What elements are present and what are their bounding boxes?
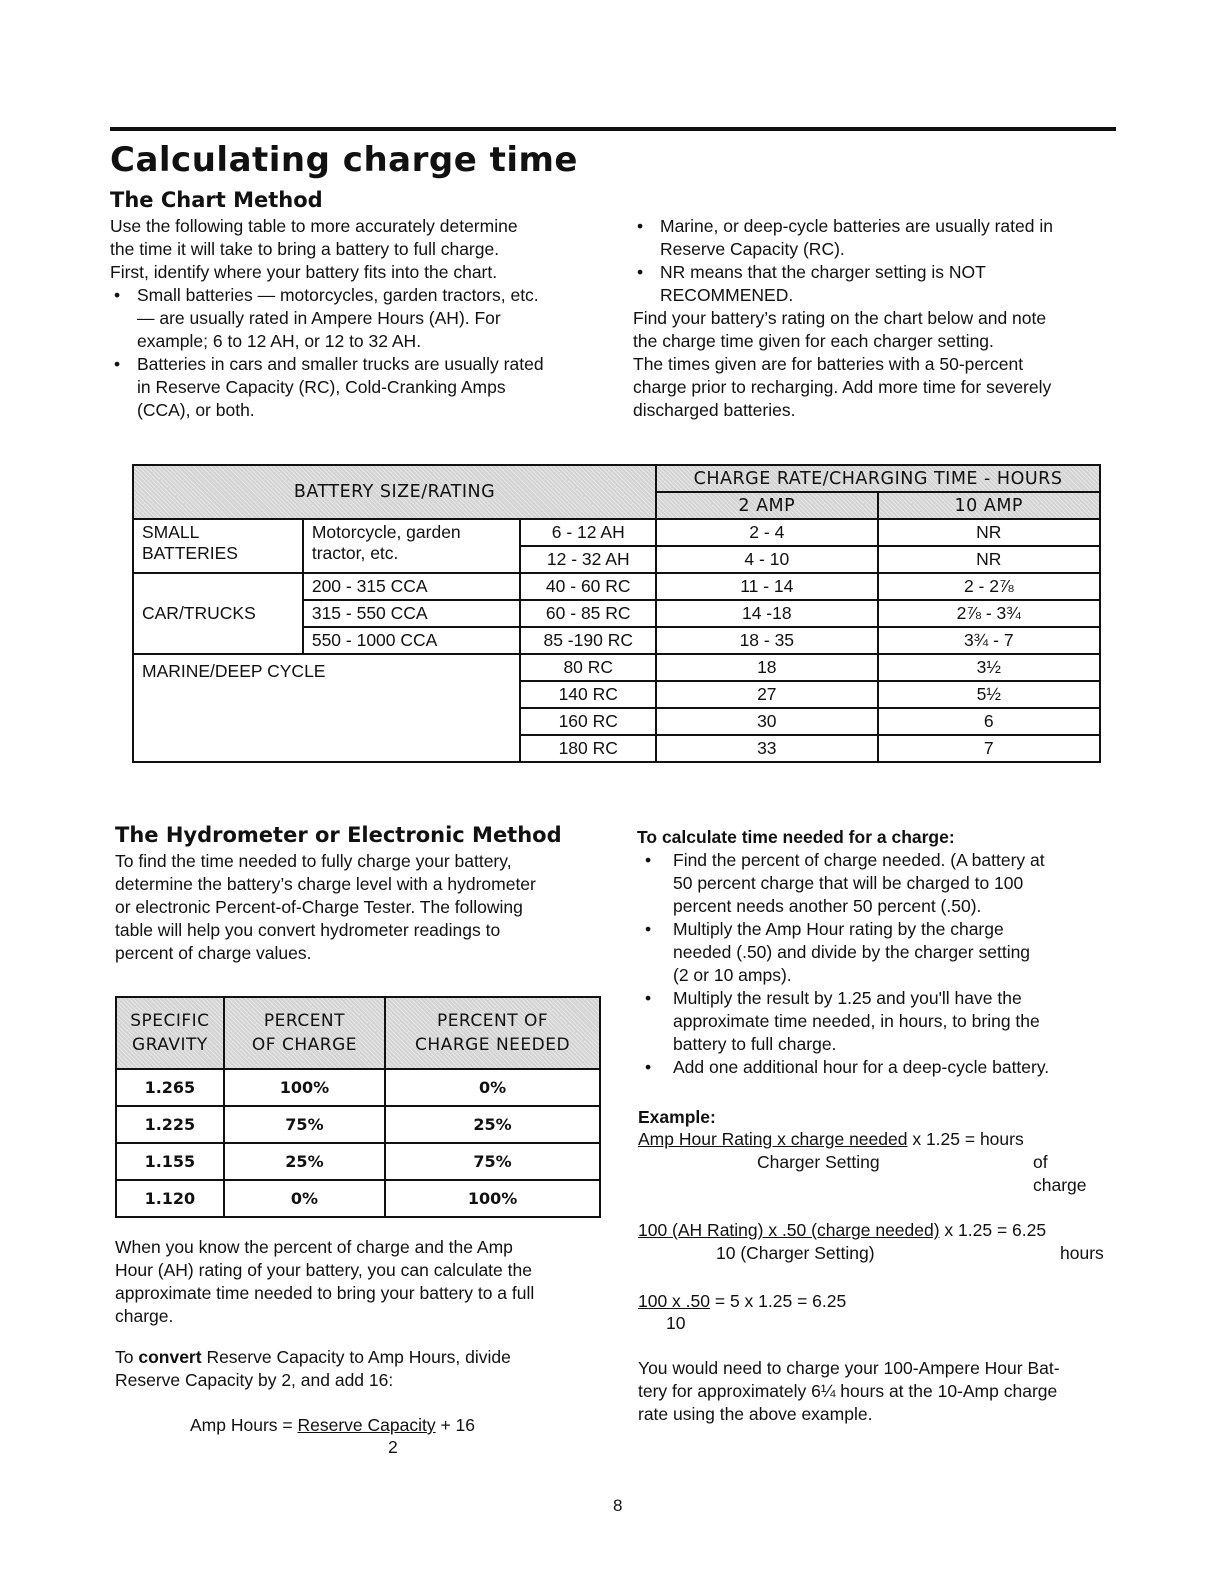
battery-size-header: BATTERY SIZE/RATING [133, 465, 656, 519]
formula-numerator: 100 (AH Rating) x .50 (charge needed) [638, 1220, 940, 1240]
two-amp-cell: 18 [656, 654, 877, 681]
formula-text: + 16 [435, 1415, 476, 1435]
rating-cell: 85 -190 RC [520, 627, 656, 654]
percent-of-charge-header [224, 997, 385, 1069]
label-line: BATTERIES [142, 543, 238, 563]
paragraph-line: Find your battery’s rating on the chart below and note [633, 308, 1047, 328]
paragraph-line: You would need to charge your 100-Ampere Hour Bat- [638, 1358, 1060, 1378]
list-item-line: Reserve Capacity (RC). [660, 239, 845, 259]
example-formula-2 [638, 1219, 1046, 1242]
label-line: Motorcycle, garden [311, 522, 461, 542]
rating-cell: 40 - 60 RC [520, 573, 656, 600]
two-amp-cell: 14 -18 [656, 600, 877, 627]
example-formula-1 [638, 1128, 1024, 1151]
paragraph-line: the charge time given for each charger setting. [633, 331, 994, 351]
example-formula-2-result: hours [1060, 1243, 1104, 1263]
type-cell: 315 - 550 CCA [303, 600, 521, 627]
list-item-line: • Add one additional hour for a deep-cycle battery. [673, 1057, 1050, 1077]
hydrometer-heading: The Hydrometer or Electronic Method [115, 823, 562, 847]
calc-heading: To calculate time needed for a charge: [637, 827, 955, 847]
list-item-line: approximate time needed, in hours, to bring the [673, 1011, 1040, 1031]
col-10-amp-header: 10 AMP [878, 492, 1100, 519]
formula-numerator: 100 x .50 [638, 1291, 710, 1311]
list-item-line: battery to full charge. [673, 1034, 837, 1054]
two-amp-cell: 27 [656, 681, 877, 708]
list-item-line: • Multiply the Amp Hour rating by the charge [673, 919, 1004, 939]
paragraph-line: charge. [115, 1306, 174, 1326]
paragraph-line: To find the time needed to fully charge your battery, [115, 851, 512, 871]
list-item-line: • Find the percent of charge needed. (A battery at [673, 850, 1045, 870]
rating-notes-list [633, 215, 1123, 307]
rating-cell: 160 RC [520, 708, 656, 735]
list-item-line: • Batteries in cars and smaller trucks are usually rated [137, 354, 544, 374]
example-formula-2-denominator: 10 (Charger Setting) [716, 1243, 875, 1263]
hydrometer-intro [115, 850, 615, 965]
ten-amp-cell: 3½ [878, 654, 1100, 681]
ten-amp-cell: 5½ [878, 681, 1100, 708]
charge-cell: 0% [224, 1180, 385, 1217]
header-line: PERCENT OF [436, 1011, 549, 1031]
ten-amp-cell: 3¾ - 7 [878, 627, 1100, 654]
list-item [110, 284, 610, 353]
list-item-line: percent needs another 50 percent (.50). [673, 896, 982, 916]
paragraph-line: discharged batteries. [633, 400, 796, 420]
intro-line: Use the following table to more accurately determine [110, 216, 518, 236]
formula-text: = 5 x 1.25 = 6.25 [710, 1291, 847, 1311]
calc-steps [637, 849, 1127, 1079]
battery-type-list [110, 284, 610, 422]
paragraph-line: approximate time needed to bring your battery to a full [115, 1283, 535, 1303]
battery-charge-table [132, 464, 1101, 763]
paragraph-line: charge prior to recharging. Add more time for severely [633, 377, 1052, 397]
list-item-line: • Small batteries — motorcycles, garden tractors, etc. [137, 285, 539, 305]
ten-amp-cell: 7 [878, 735, 1100, 762]
example-formula-1-result: of [1033, 1152, 1048, 1172]
percent-needed-header [385, 997, 600, 1069]
two-amp-cell: 11 - 14 [656, 573, 877, 600]
table-row [116, 1106, 600, 1143]
car-trucks-label: CAR/TRUCKS [133, 573, 303, 654]
two-amp-cell: 2 - 4 [656, 519, 877, 546]
rating-cell: 60 - 85 RC [520, 600, 656, 627]
needed-cell: 25% [385, 1106, 600, 1143]
gravity-cell: 1.225 [116, 1106, 224, 1143]
ten-amp-cell: 6 [878, 708, 1100, 735]
rating-cell: 12 - 32 AH [520, 546, 656, 573]
list-item-line: (2 or 10 amps). [673, 965, 792, 985]
paragraph-line: determine the battery’s charge level with a hydrometer [115, 874, 536, 894]
type-cell: 200 - 315 CCA [303, 573, 521, 600]
type-cell: 550 - 1000 CCA [303, 627, 521, 654]
list-item [637, 849, 1127, 918]
header-line: SPECIFIC [130, 1011, 210, 1031]
formula-text: x 1.25 = 6.25 [939, 1220, 1047, 1240]
gravity-cell: 1.120 [116, 1180, 224, 1217]
rating-cell: 80 RC [520, 654, 656, 681]
list-item [637, 918, 1127, 987]
table-row [133, 573, 1100, 600]
two-amp-cell: 4 - 10 [656, 546, 877, 573]
page-title: Calculating charge time [110, 140, 578, 180]
list-item-line: needed (.50) and divide by the charger setting [673, 942, 1031, 962]
label-line: SMALL [142, 522, 200, 542]
intro-line: First, identify where your battery fits into the chart. [110, 262, 498, 282]
list-item-line: • Marine, or deep-cycle batteries are usually rated in [660, 216, 1053, 236]
table-row [133, 519, 1100, 546]
text-span: Reserve Capacity to Amp Hours, divide [201, 1347, 511, 1367]
ten-amp-cell: 2⅞ - 3¾ [878, 600, 1100, 627]
header-line: CHARGE NEEDED [415, 1035, 571, 1055]
paragraph-line: rate using the above example. [638, 1404, 873, 1424]
paragraph-line: table will help you convert hydrometer readings to [115, 920, 501, 940]
needed-cell: 0% [385, 1069, 600, 1106]
list-item-line: • Multiply the result by 1.25 and you'll have the [673, 988, 1022, 1008]
charge-cell: 75% [224, 1106, 385, 1143]
header-line: OF CHARGE [251, 1035, 357, 1055]
calc-step-list [637, 849, 1127, 1079]
hydrometer-table [115, 996, 601, 1218]
list-item-line: RECOMMENED. [660, 285, 794, 305]
convert-formula [190, 1414, 475, 1437]
list-item-line: — are usually rated in Ampere Hours (AH). For [137, 308, 501, 328]
list-item [633, 261, 1123, 307]
header-line: GRAVITY [132, 1035, 208, 1055]
example-formula-1-denominator: Charger Setting [757, 1152, 880, 1172]
rating-cell: 6 - 12 AH [520, 519, 656, 546]
rating-cell: 140 RC [520, 681, 656, 708]
list-item-line: • NR means that the charger setting is NOT [660, 262, 986, 282]
list-item [637, 1056, 1127, 1079]
list-item-line: in Reserve Capacity (RC), Cold-Cranking Amps [137, 377, 506, 397]
after-table-paragraph [115, 1236, 615, 1328]
convert-paragraph [115, 1346, 615, 1392]
paragraph-line: Reserve Capacity by 2, and add 16: [115, 1370, 394, 1390]
table-row [116, 1069, 600, 1106]
list-item [110, 353, 610, 422]
specific-gravity-header [116, 997, 224, 1069]
paragraph-line: or electronic Percent-of-Charge Tester. The following [115, 897, 523, 917]
example-label: Example: [638, 1107, 716, 1127]
ten-amp-cell: NR [878, 519, 1100, 546]
paragraph-line: The times given are for batteries with a 50-percent [633, 354, 1024, 374]
list-item [637, 987, 1127, 1056]
rating-cell: 180 RC [520, 735, 656, 762]
charge-rate-header: CHARGE RATE/CHARGING TIME - HOURS [656, 465, 1100, 492]
formula-text: x 1.25 = [907, 1129, 980, 1149]
needed-cell: 100% [385, 1180, 600, 1217]
formula-numerator: Amp Hour Rating x charge needed [638, 1129, 908, 1149]
example-formula-3-denominator: 10 [666, 1313, 686, 1333]
intro-line: the time it will take to bring a battery to full charge. [110, 239, 500, 259]
paragraph-line: tery for approximately 6¼ hours at the 10-Amp charge [638, 1381, 1058, 1401]
list-item-line: 50 percent charge that will be charged to 100 [673, 873, 1024, 893]
two-amp-cell: 18 - 35 [656, 627, 877, 654]
page-number: 8 [613, 1496, 623, 1515]
chart-method-right-column [633, 215, 1123, 422]
paragraph-line: When you know the percent of charge and the Amp [115, 1237, 513, 1257]
charge-cell: 25% [224, 1143, 385, 1180]
formula-text: Amp Hours = [190, 1415, 298, 1435]
paragraph-line [115, 1346, 615, 1369]
two-amp-cell: 30 [656, 708, 877, 735]
example-formula-1-result: charge [1033, 1175, 1087, 1195]
col-2-amp-header: 2 AMP [656, 492, 877, 519]
bold-text: convert [138, 1347, 202, 1367]
list-item [633, 215, 1123, 261]
formula-numerator: Reserve Capacity [297, 1415, 436, 1435]
small-batteries-label [133, 519, 303, 573]
chart-method-left-column [110, 215, 610, 422]
list-item-line: example; 6 to 12 AH, or 12 to 32 AH. [137, 331, 422, 351]
charge-cell: 100% [224, 1069, 385, 1106]
convert-formula-denominator: 2 [388, 1437, 398, 1457]
top-rule [110, 127, 1116, 131]
list-item-line: (CCA), or both. [137, 400, 255, 420]
text-span: To [115, 1347, 139, 1367]
table-row [116, 1180, 600, 1217]
ten-amp-cell: NR [878, 546, 1100, 573]
chart-method-heading: The Chart Method [110, 188, 323, 212]
table-row [116, 1143, 600, 1180]
gravity-cell: 1.155 [116, 1143, 224, 1180]
header-line: PERCENT [263, 1011, 346, 1031]
small-batteries-type [303, 519, 521, 573]
label-line: tractor, etc. [311, 543, 399, 563]
formula-result: hours [979, 1129, 1024, 1149]
example-conclusion [638, 1357, 1128, 1426]
marine-deep-cycle-label: MARINE/DEEP CYCLE [133, 654, 520, 762]
gravity-cell: 1.265 [116, 1069, 224, 1106]
ten-amp-cell: 2 - 2⅞ [878, 573, 1100, 600]
two-amp-cell: 33 [656, 735, 877, 762]
table-row [133, 654, 1100, 681]
needed-cell: 75% [385, 1143, 600, 1180]
example-formula-3 [638, 1290, 846, 1313]
paragraph-line: percent of charge values. [115, 943, 312, 963]
paragraph-line: Hour (AH) rating of your battery, you can calculate the [115, 1260, 532, 1280]
